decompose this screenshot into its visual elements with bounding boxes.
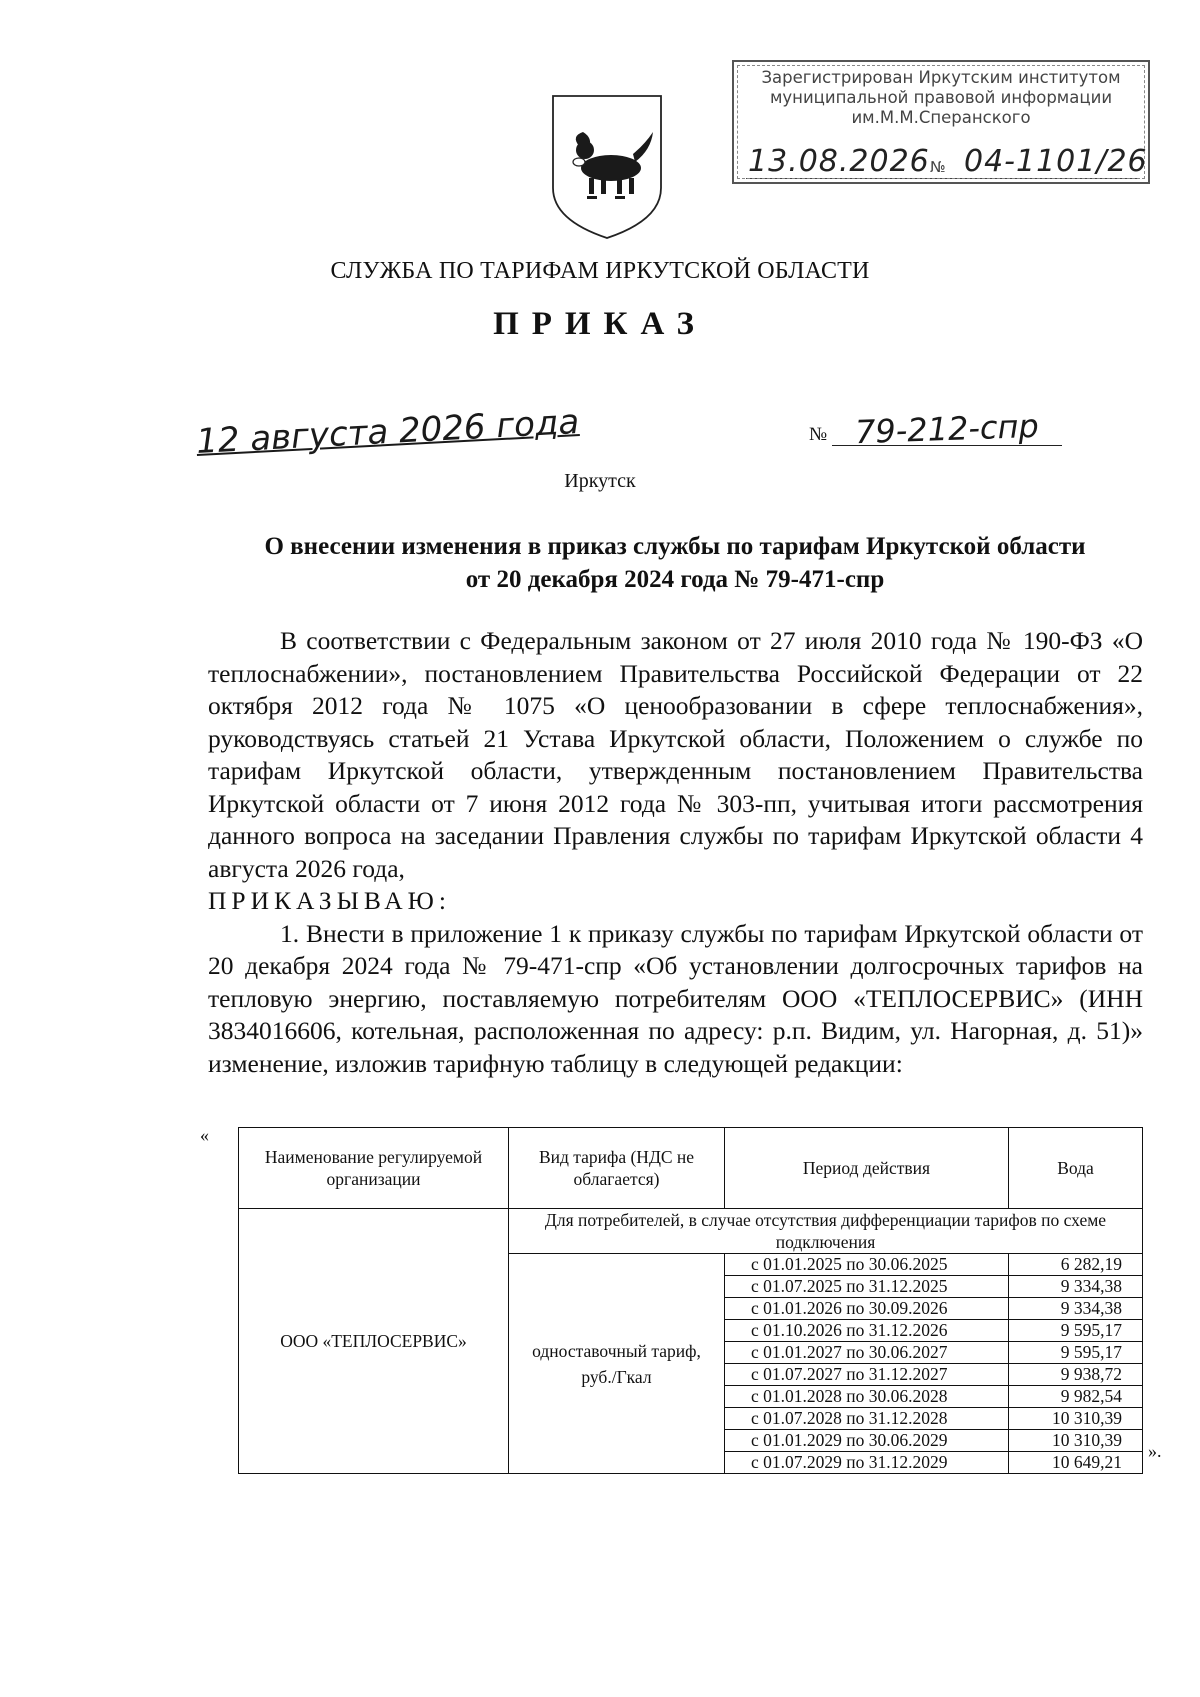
table-header-row (239, 1128, 1143, 1209)
stamp-registration-date: 13.08.2026 (748, 144, 930, 179)
org-name-cell: ООО «ТЕПЛОСЕРВИС» (239, 1209, 509, 1474)
order-subject (205, 530, 1145, 596)
water-value-cell: 10 649,21 (1009, 1452, 1143, 1474)
agency-name: СЛУЖБА ПО ТАРИФАМ ИРКУТСКОЙ ОБЛАСТИ (330, 258, 870, 284)
order-date-handwritten: 12 августа 2026 года (195, 401, 581, 463)
period-cell: с 01.07.2029 по 31.12.2029 (725, 1452, 1009, 1474)
water-value-cell: 10 310,39 (1009, 1408, 1143, 1430)
period-cell: с 01.07.2028 по 31.12.2028 (725, 1408, 1009, 1430)
water-value-cell: 9 595,17 (1009, 1342, 1143, 1364)
coat-of-arms-emblem (549, 92, 665, 242)
period-cell: с 01.01.2026 по 30.09.2026 (725, 1298, 1009, 1320)
order-number-handwritten: 79-212-спр (854, 406, 1040, 452)
water-value-cell: 9 595,17 (1009, 1320, 1143, 1342)
registration-stamp (732, 60, 1150, 184)
stamp-line-1: Зарегистрирован Иркутским институтом (761, 68, 1121, 87)
item-1-paragraph: 1. Внести в приложение 1 к приказу службы по тарифам Иркутской области от 20 декабря 2024 года № 79-471-спр «Об установлении долгосрочных тарифов на тепловую энергию, поставляемую потребителям ООО «ТЕПЛОСЕРВИС» (ИНН 3834016606, котельная, расположенная по адресу: р.п. Видим, ул. Нагорная, д. 51)» изменение, изложив тарифную таблицу в следующей редакции: (208, 918, 1143, 1078)
header-org: Наименование регулируемой организации (239, 1128, 509, 1209)
tariff-type-cell: одноставочный тариф, руб./Гкал (509, 1254, 725, 1474)
stamp-underline (746, 178, 1138, 179)
order-number-sign: № (809, 424, 828, 445)
stamp-line-2: муниципальной правовой информации (769, 88, 1113, 107)
period-cell: с 01.01.2025 по 30.06.2025 (725, 1254, 1009, 1276)
period-cell: с 01.07.2027 по 31.12.2027 (725, 1364, 1009, 1386)
table-open-quote: « (200, 1125, 209, 1145)
period-cell: с 01.10.2026 по 31.12.2026 (725, 1320, 1009, 1342)
water-value-cell: 6 282,19 (1009, 1254, 1143, 1276)
table-close-quote: ». (1148, 1441, 1162, 1461)
group-label-cell: Для потребителей, в случае отсутствия дифференциации тарифов по схеме подключения (509, 1209, 1143, 1254)
header-period: Период действия (725, 1128, 1009, 1209)
water-value-cell: 9 982,54 (1009, 1386, 1143, 1408)
period-cell: с 01.01.2027 по 30.06.2027 (725, 1342, 1009, 1364)
period-cell: с 01.01.2029 по 30.06.2029 (725, 1430, 1009, 1452)
order-number-underline (832, 445, 1062, 446)
period-cell: с 01.01.2028 по 30.06.2028 (725, 1386, 1009, 1408)
order-word: ПРИКАЗЫВАЮ: (208, 886, 451, 915)
table-group-row (239, 1209, 1143, 1254)
city-name: Иркутск (564, 470, 636, 492)
water-value-cell: 9 334,38 (1009, 1276, 1143, 1298)
subject-line-2: от 20 декабря 2024 года № 79-471-спр (465, 566, 885, 593)
preamble-paragraph: В соответствии с Федеральным законом от 27 июля 2010 года № 190-ФЗ «О теплоснабжении», постановлением Правительства Российской Федерации от 22 октября 2012 года № 1075 «О ценообразовании в сфере теплоснабжения», руководствуясь статьей 21 Устава Иркутской области, Положением о службе по тарифам Иркутской области, утвержденным постановлением Правительства Иркутской области от 7 июня 2012 года № 303-пп, учитывая итоги рассмотрения данного вопроса на заседании Правления службы по тарифам Иркутской области 4 августа 2026 года, (208, 626, 1143, 883)
subject-line-1: О внесении изменения в приказ службы по тарифам Иркутской области (264, 533, 1086, 560)
stamp-number-sign: № (930, 158, 946, 176)
stamp-registration-number: 04-1101/26 (964, 144, 1148, 179)
order-body (208, 625, 1143, 1080)
water-value-cell: 9 334,38 (1009, 1298, 1143, 1320)
period-cell: с 01.07.2025 по 31.12.2025 (725, 1276, 1009, 1298)
water-value-cell: 9 938,72 (1009, 1364, 1143, 1386)
header-tariff-type: Вид тарифа (НДС не облагается) (509, 1128, 725, 1209)
water-value-cell: 10 310,39 (1009, 1430, 1143, 1452)
header-water: Вода (1009, 1128, 1143, 1209)
document-title: ПРИКАЗ (493, 306, 707, 342)
tariff-table (238, 1127, 1143, 1474)
stamp-line-3: им.М.М.Сперанского (851, 108, 1031, 127)
